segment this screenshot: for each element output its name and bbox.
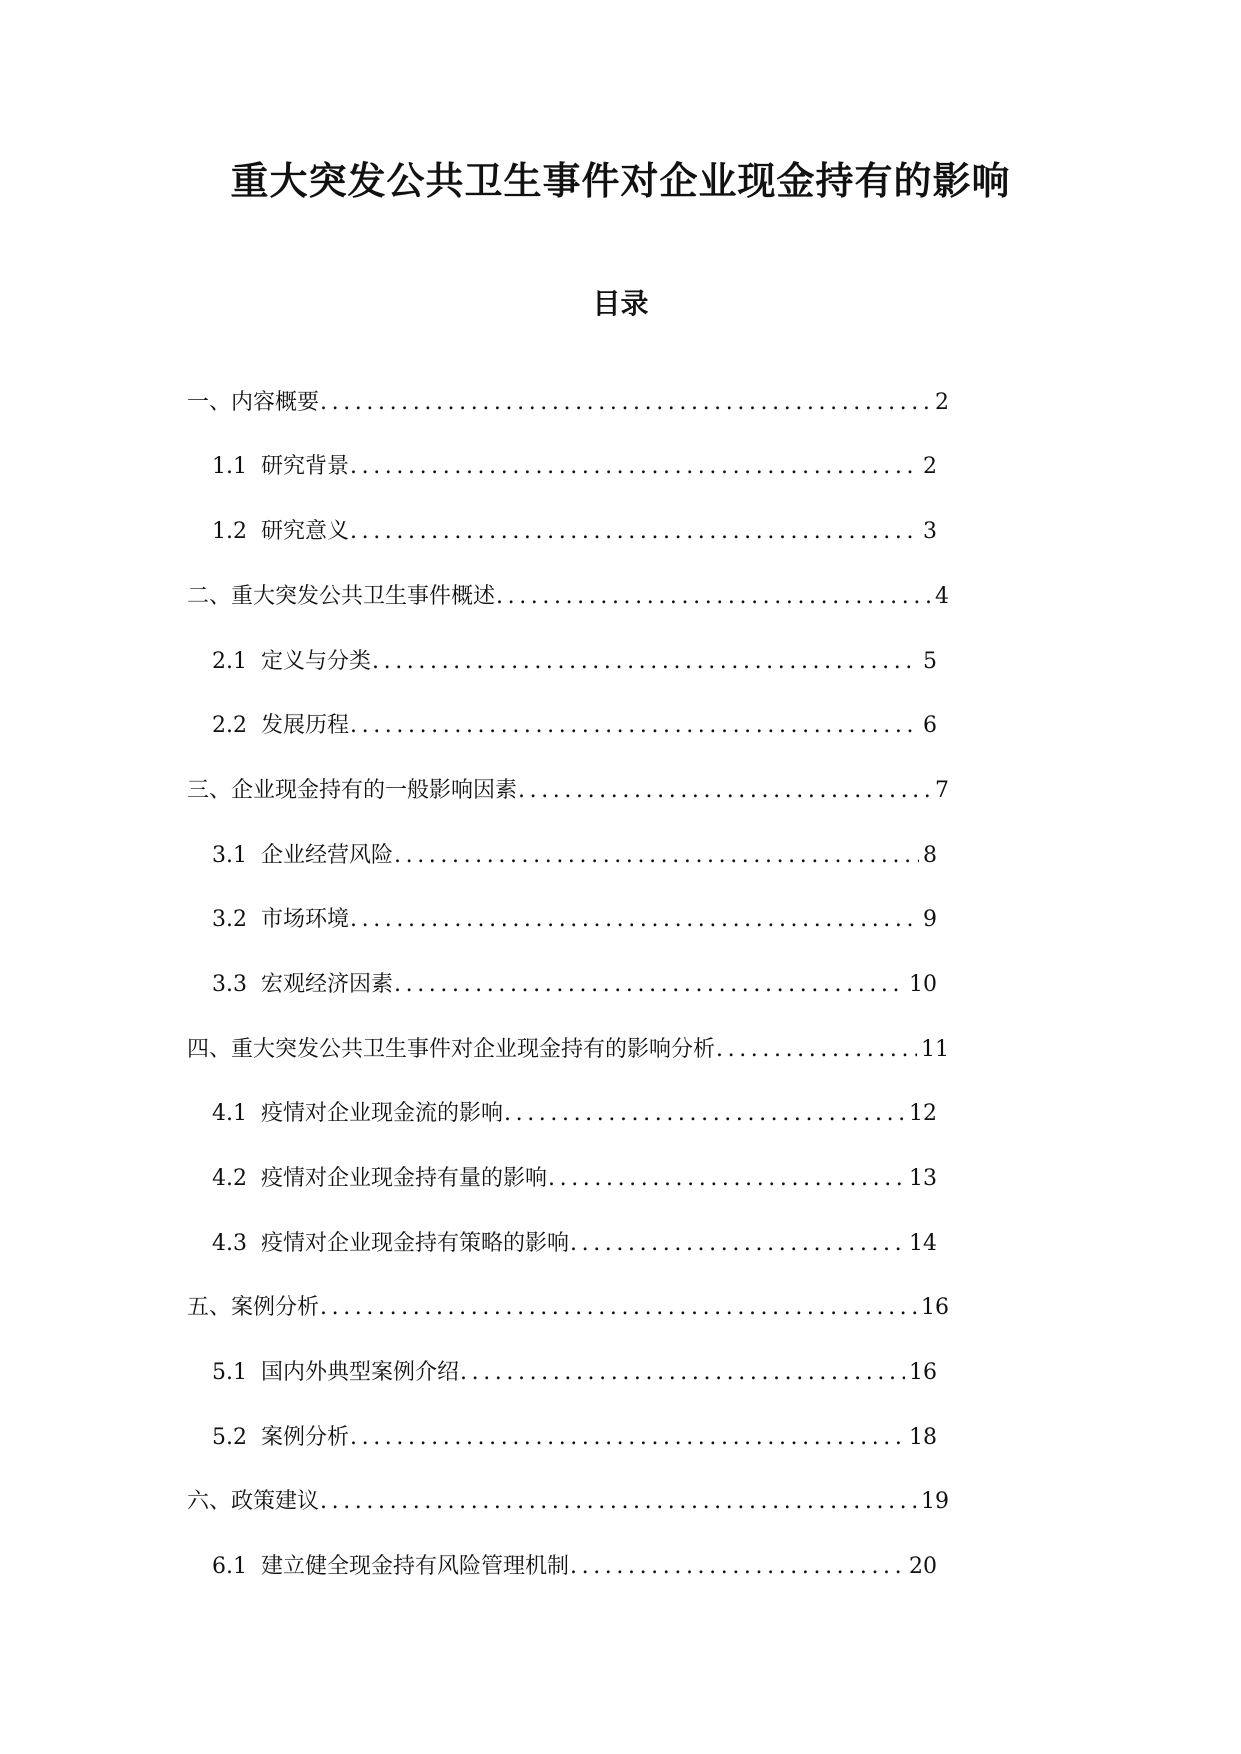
toc-entry-title: 三、企业现金持有的一般影响因素 <box>187 778 518 803</box>
toc-entry[interactable] <box>212 1099 937 1129</box>
toc-entry-title: 疫情对企业现金流的影响 <box>261 1101 504 1126</box>
toc-entry-page: 5 <box>923 649 937 674</box>
toc-leader-dots <box>716 1035 917 1065</box>
toc-leader-dots <box>460 1358 905 1388</box>
toc-entry[interactable] <box>212 1358 937 1388</box>
toc-entry-page: 18 <box>909 1425 937 1450</box>
toc-entry[interactable] <box>187 1293 949 1323</box>
toc-entry[interactable] <box>212 711 937 741</box>
toc-entry-title: 六、政策建议 <box>187 1489 320 1514</box>
toc-entry[interactable] <box>187 776 949 806</box>
toc-entry-page: 7 <box>935 778 949 803</box>
toc-leader-dots <box>570 1552 905 1582</box>
toc-entry-page: 8 <box>923 843 937 868</box>
toc-entry-number: 4.2 <box>212 1166 247 1191</box>
toc-entry-title: 研究背景 <box>261 454 350 479</box>
toc-entry-page: 9 <box>923 907 937 932</box>
toc-entry[interactable] <box>212 970 937 1000</box>
toc-entry-number: 3.2 <box>212 907 247 932</box>
toc-entry-number: 3.3 <box>212 972 247 997</box>
toc-entry-page: 4 <box>935 584 949 609</box>
toc-leader-dots <box>496 582 931 612</box>
toc-entry[interactable] <box>212 517 937 547</box>
toc-leader-dots <box>320 388 931 418</box>
toc-entry-number: 5.1 <box>212 1360 247 1385</box>
toc-entry[interactable] <box>212 1423 937 1453</box>
toc-entry[interactable] <box>187 1035 949 1065</box>
toc-entry-title: 企业经营风险 <box>261 843 394 868</box>
toc-leader-dots <box>320 1487 917 1517</box>
toc-entry-title: 市场环境 <box>261 907 350 932</box>
toc-entry[interactable] <box>187 1487 949 1517</box>
toc-entry[interactable] <box>187 388 949 418</box>
toc-entry-title: 宏观经济因素 <box>261 972 394 997</box>
toc-entry-page: 2 <box>935 390 949 415</box>
toc-leader-dots <box>394 970 905 1000</box>
toc-entry-number: 6.1 <box>212 1554 247 1579</box>
toc-entry-page: 19 <box>921 1489 949 1514</box>
toc-leader-dots <box>350 452 919 482</box>
toc-entry-page: 13 <box>909 1166 937 1191</box>
toc-entry[interactable] <box>212 841 937 871</box>
toc-entry[interactable] <box>212 1229 937 1259</box>
document-title: 重大突发公共卫生事件对企业现金持有的影响 <box>230 158 1011 203</box>
toc-leader-dots <box>570 1229 905 1259</box>
toc-entry-title: 案例分析 <box>261 1425 350 1450</box>
toc-entry-number: 4.1 <box>212 1101 247 1126</box>
toc-leader-dots <box>504 1099 905 1129</box>
toc-entry-title: 研究意义 <box>261 519 350 544</box>
toc-entry-title: 疫情对企业现金持有策略的影响 <box>261 1231 570 1256</box>
toc-entry-page: 10 <box>909 972 937 997</box>
toc-entry-page: 16 <box>909 1360 937 1385</box>
toc-entry-page: 2 <box>923 454 937 479</box>
toc-entry-number: 1.2 <box>212 519 247 544</box>
toc-leader-dots <box>350 711 919 741</box>
toc-entry-page: 14 <box>909 1231 937 1256</box>
toc-leader-dots <box>350 1423 905 1453</box>
toc-entry-title: 四、重大突发公共卫生事件对企业现金持有的影响分析 <box>187 1037 716 1062</box>
toc-entry-page: 20 <box>909 1554 937 1579</box>
toc-entry[interactable] <box>212 1164 937 1194</box>
toc-entry[interactable] <box>212 647 937 677</box>
toc-entry-number: 4.3 <box>212 1231 247 1256</box>
toc-leader-dots <box>320 1293 917 1323</box>
toc-entry-number: 2.1 <box>212 649 247 674</box>
toc-entry[interactable] <box>187 582 949 612</box>
toc-entry-title: 五、案例分析 <box>187 1295 320 1320</box>
toc-entry-number: 5.2 <box>212 1425 247 1450</box>
toc-leader-dots <box>548 1164 905 1194</box>
toc-entry-title: 一、内容概要 <box>187 390 320 415</box>
toc-leader-dots <box>350 517 919 547</box>
toc-entry-title: 定义与分类 <box>261 649 372 674</box>
toc-entry-page: 12 <box>909 1101 937 1126</box>
toc-entry-title: 二、重大突发公共卫生事件概述 <box>187 584 496 609</box>
toc-entry-page: 6 <box>923 713 937 738</box>
toc-entry-number: 3.1 <box>212 843 247 868</box>
toc-entry-page: 11 <box>921 1037 949 1062</box>
toc-entry-title: 疫情对企业现金持有量的影响 <box>261 1166 548 1191</box>
toc-entry-number: 1.1 <box>212 454 247 479</box>
toc-entry-page: 16 <box>921 1295 949 1320</box>
toc-entry-page: 3 <box>923 519 937 544</box>
toc-entry[interactable] <box>212 905 937 935</box>
toc-entry-title: 建立健全现金持有风险管理机制 <box>261 1554 570 1579</box>
toc-entry-title: 发展历程 <box>261 713 350 738</box>
toc-heading: 目录 <box>592 287 649 320</box>
toc-entry[interactable] <box>212 1552 937 1582</box>
toc-entry[interactable] <box>212 452 937 482</box>
toc-entry-number: 2.2 <box>212 713 247 738</box>
toc-leader-dots <box>372 647 919 677</box>
toc-leader-dots <box>350 905 919 935</box>
toc-entry-title: 国内外典型案例介绍 <box>261 1360 460 1385</box>
toc-leader-dots <box>518 776 931 806</box>
toc-leader-dots <box>394 841 919 871</box>
